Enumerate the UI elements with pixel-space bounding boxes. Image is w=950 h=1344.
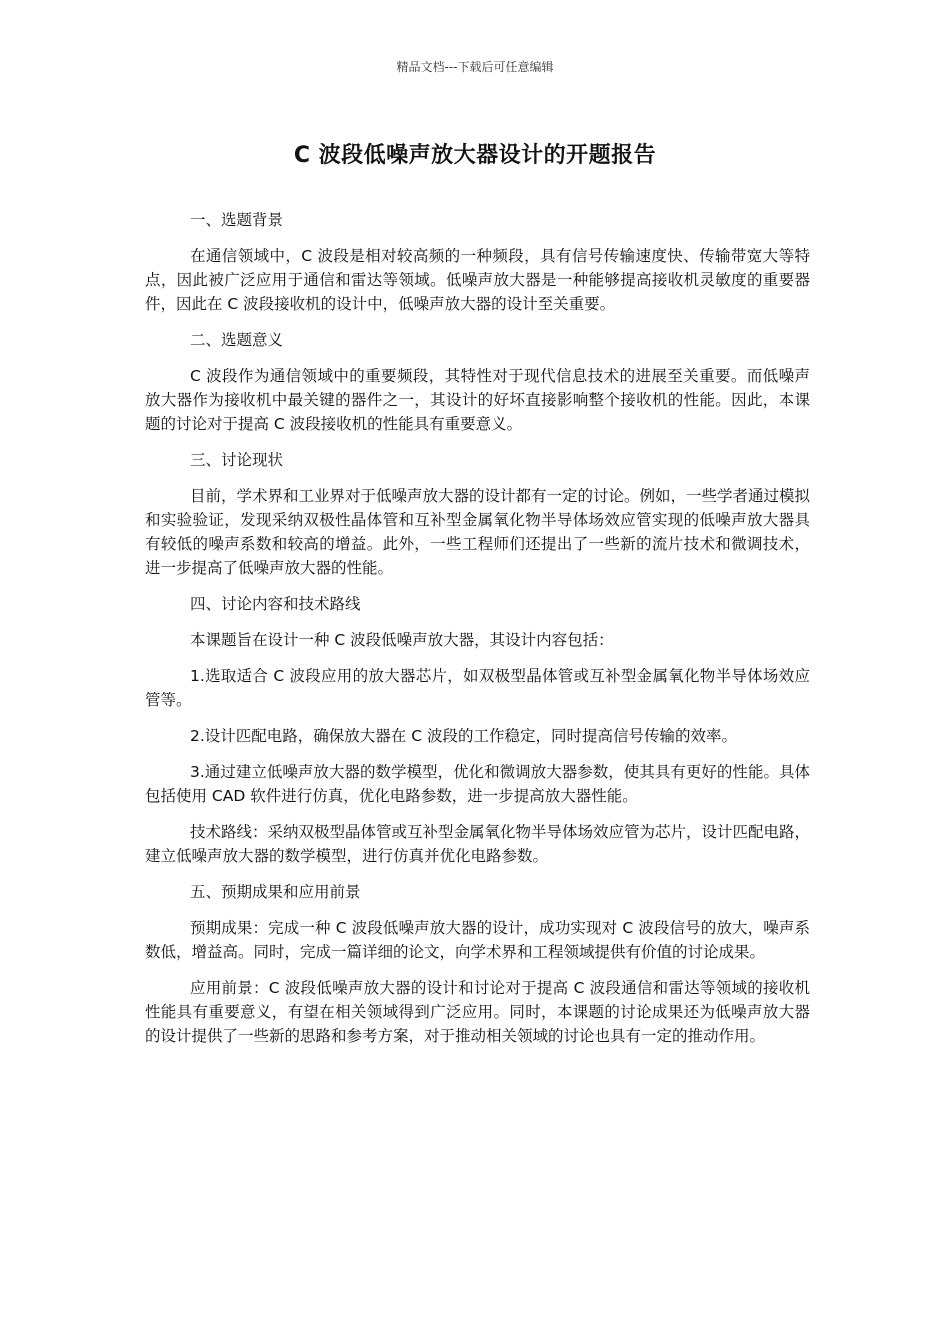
document-title: C 波段低噪声放大器设计的开题报告: [293, 143, 657, 168]
paragraph-application-prospects: 应用前景：C 波段低噪声放大器的设计和讨论对于提高 C 波段通信和雷达等领域的接收机性能具有重要意义，有望在相关领域得到广泛应用。同时，本课题的讨论成果还为低噪声放大器的设计提供了一些新的思路和参考方案，对于推动相关领域的讨论也具有一定的推动作用。: [145, 979, 810, 1045]
document-body: [145, 208, 810, 1060]
paragraph-technical-route: 技术路线：采纳双极型晶体管或互补型金属氧化物半导体场效应管为芯片，设计匹配电路，建立低噪声放大器的数学模型，进行仿真并优化电路参数。: [145, 823, 811, 865]
paragraph-background: 在通信领域中，C 波段是相对较高频的一种频段，具有信号传输速度快、传输带宽大等特点，因此被广泛应用于通信和雷达等领域。低噪声放大器是一种能够提高接收机灵敏度的重要器件，因此在 C 波段接收机的设计中，低噪声放大器的设计至关重要。: [145, 247, 810, 313]
paragraph-content-intro: 本课题旨在设计一种 C 波段低噪声放大器，其设计内容包括：: [190, 631, 614, 649]
list-item-2: 2.设计匹配电路，确保放大器在 C 波段的工作稳定，同时提高信号传输的效率。: [190, 727, 737, 745]
section-heading-status: 三、讨论现状: [190, 451, 284, 469]
section-heading-content: 四、讨论内容和技术路线: [190, 595, 361, 613]
paragraph-significance: C 波段作为通信领域中的重要频段，其特性对于现代信息技术的进展至关重要。而低噪声放大器作为接收机中最关键的器件之一，其设计的好坏直接影响整个接收机的性能。因此，本课题的讨论对于提高 C 波段接收机的性能具有重要意义。: [145, 367, 810, 433]
paragraph-status: 目前，学术界和工业界对于低噪声放大器的设计都有一定的讨论。例如，一些学者通过模拟和实验验证，发现采纳双极性晶体管和互补型金属氧化物半导体场效应管实现的低噪声放大器具有较低的噪声系数和较高的增益。此外，一些工程师们还提出了一些新的流片技术和微调技术，进一步提高了低噪声放大器的性能。: [145, 487, 811, 577]
list-item-3: 3.通过建立低噪声放大器的数学模型，优化和微调放大器参数，使其具有更好的性能。具体包括使用 CAD 软件进行仿真，优化电路参数，进一步提高放大器性能。: [145, 763, 810, 805]
section-heading-outcomes: 五、预期成果和应用前景: [190, 883, 361, 901]
paragraph-expected-results: 预期成果：完成一种 C 波段低噪声放大器的设计，成功实现对 C 波段信号的放大，噪声系数低，增益高。同时，完成一篇详细的论文，向学术界和工程领域提供有价值的讨论成果。: [145, 919, 810, 961]
section-heading-background: 一、选题背景: [190, 211, 284, 229]
section-heading-significance: 二、选题意义: [190, 331, 284, 349]
page-header: 精品文档---下载后可任意编辑: [396, 60, 554, 74]
list-item-1: 1.选取适合 C 波段应用的放大器芯片，如双极型晶体管或互补型金属氧化物半导体场效应管等。: [145, 667, 810, 709]
